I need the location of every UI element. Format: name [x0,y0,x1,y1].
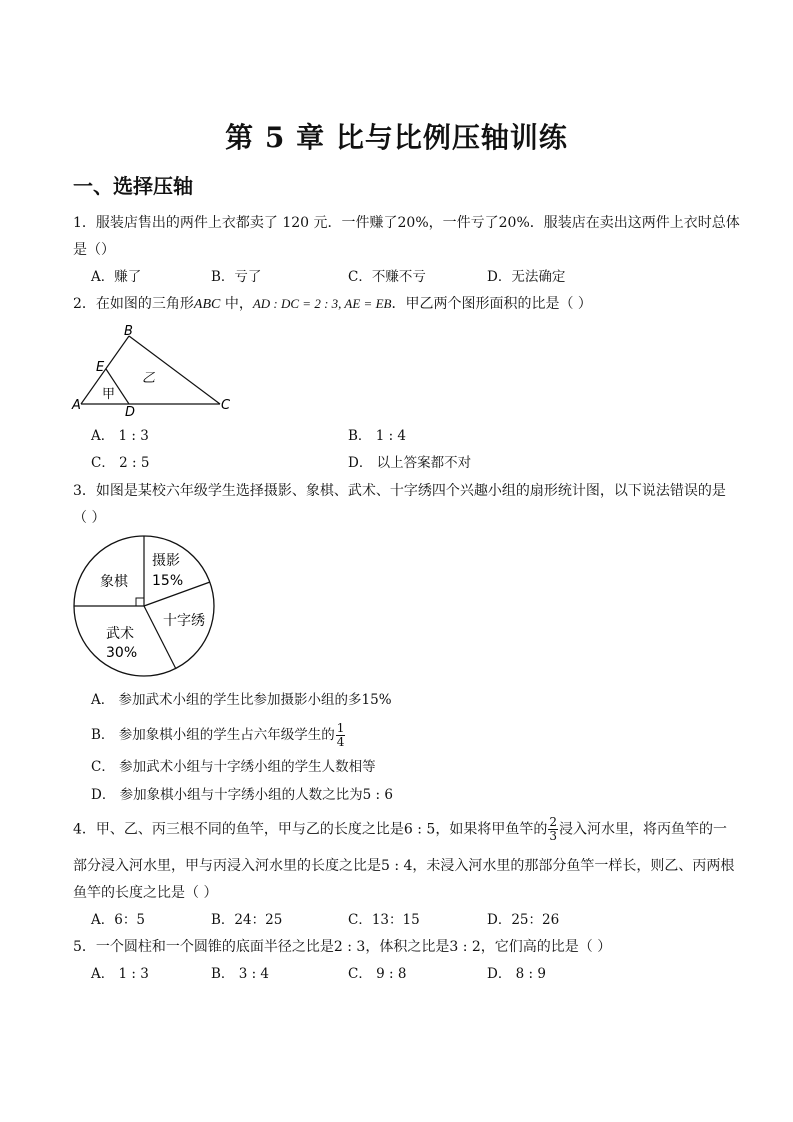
question-4-text-line3: 鱼竿的长度之比是（ ） [73,885,218,901]
question-2-text [73,294,592,315]
question-5-option-b: B． 3 : 4 [211,966,270,982]
label-yi: 乙 [142,371,156,386]
question-3-option-a: A． 参加武术小组的学生比参加摄影小组的多15% [91,692,392,708]
question-2-option-d: D． 以上答案都不对 [348,455,472,471]
question-4-text-a: 4．甲、乙、丙三根不同的鱼竿，甲与乙的长度之比是6 : 5，如果将甲鱼竿的 [73,821,548,838]
question-4-text [73,816,727,843]
question-1-option-b: B．亏了 [211,269,262,285]
triangle-figure [68,318,238,418]
question-3-option-b-text: B． 参加象棋小组的学生占六年级学生的 [91,727,335,743]
question-2-option-c: C． 2 : 5 [91,455,150,471]
question-4-option-b: B．24：25 [211,912,283,928]
pie-label-sheying: 摄影 [152,553,180,569]
pie-label-xiangqi: 象棋 [100,574,128,590]
question-3-text: 3．如图是某校六年级学生选择摄影、象棋、武术、十字绣四个兴趣小组的扇形统计图，以下说法错误的是 [73,483,726,499]
fraction-numerator: 1 [336,721,345,735]
question-1-option-a: A．赚了 [91,269,142,285]
fraction-numerator: 2 [549,815,557,829]
label-d: D [125,405,136,418]
question-2-prefix: 2．在如图的三角形 [73,296,194,312]
question-5-option-a: A． 1 : 3 [91,966,149,982]
question-3-option-d: D． 参加象棋小组与十字绣小组的人数之比为5 : 6 [91,787,393,803]
question-3-option-b [91,722,346,749]
question-4-fraction [548,816,558,843]
pie-label-shizixiu: 十字绣 [163,613,205,629]
question-4-option-d: D．25：26 [487,912,560,928]
question-5-text: 5．一个圆柱和一个圆锥的底面半径之比是2 : 3，体积之比是3 : 2，它们高的比是（ ） [73,939,612,955]
label-jia: 甲 [102,387,116,402]
question-3-text-cont: （ ） [73,510,106,526]
page-title: 第 5 章 比与比例压轴训练 [225,121,568,154]
pie-label-sheying-pct: 15% [152,573,184,589]
question-2-option-b: B． 1 : 4 [348,428,407,444]
pie-chart [68,533,228,683]
question-5-option-d: D． 8 : 9 [487,966,546,982]
label-e: E [96,360,105,375]
question-2-math: AD : DC = 2 : 3, AE = EB [252,296,392,311]
question-4-option-a: A．6：5 [91,912,145,928]
section-heading: 一、选择压轴 [73,174,193,198]
question-4-text-line2: 部分浸入河水里，甲与丙浸入河水里的长度之比是5 : 4，未浸入河水里的那部分鱼竿一样长，则乙、丙两根 [73,858,735,874]
question-1-option-c: C．不赚不亏 [348,269,426,285]
label-a: A [72,398,81,413]
label-c: C [221,398,231,413]
question-1-text-cont: 是（） [73,242,115,258]
question-1-text: 1．服装店售出的两件上衣都卖了 120 元．一件赚了20%，一件亏了20%．服装店在卖出这两件上衣时总体 [73,215,740,231]
question-4-text-b: 浸入河水里，将丙鱼竿的一 [558,821,727,838]
question-5-option-c: C． 9 : 8 [348,966,407,982]
question-2-triangle-name: ABC [193,297,221,312]
question-4-option-c: C．13：15 [348,912,420,928]
question-3-option-c: C． 参加武术小组与十字绣小组的学生人数相等 [91,759,376,775]
question-3-option-b-fraction [336,722,346,749]
question-2-option-a: A． 1 : 3 [91,428,149,444]
fraction-denominator: 3 [549,829,557,843]
label-b: B [124,324,133,339]
pie-label-wushu: 武术 [106,626,134,642]
question-1-option-d: D．无法确定 [487,269,566,285]
question-2-suffix: ．甲乙两个图形面积的比是（ ） [391,296,592,312]
fraction-denominator: 4 [336,735,345,749]
question-2-mid: 中， [220,296,253,312]
pie-label-wushu-pct: 30% [106,645,138,661]
